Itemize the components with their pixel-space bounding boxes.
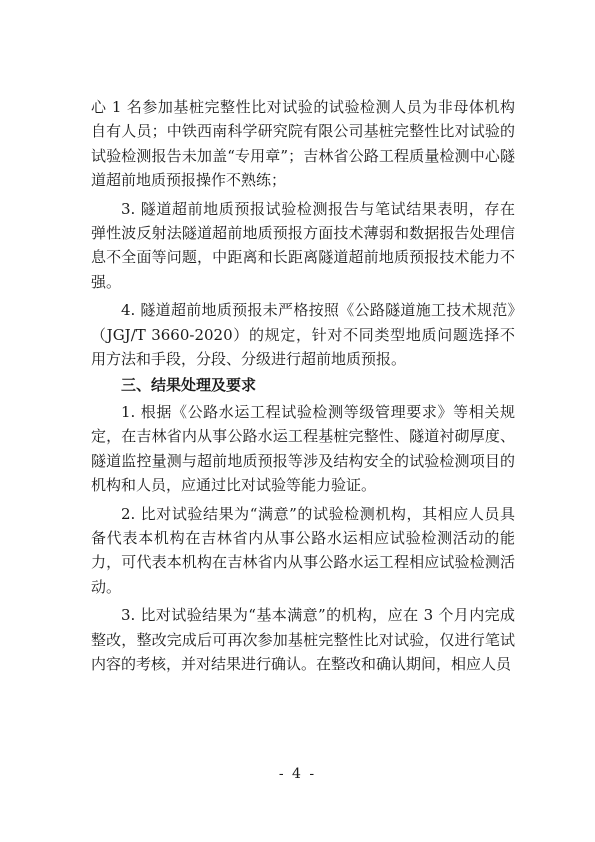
- paragraph-item-4: 4. 隧道超前地质预报未严格按照《公路隧道施工技术规范》（JGJ/T 3660-2020）的规定，针对不同类型地质问题选择不用方法和手段，分段、分级进行超前地质预报。: [91, 301, 515, 369]
- body-text: [91, 95, 515, 676]
- page-number: - 4 -: [278, 766, 317, 782]
- section-heading: 三、结果处理及要求: [121, 376, 257, 395]
- paragraph-item-3: 3. 隧道超前地质预报试验检测报告与笔试结果表明，存在弹性波反射法隧道超前地质预报方面技术薄弱和数据报告处理信息不全面等问题，中距离和长距离隧道超前地质预报技术能力不强。: [91, 199, 515, 291]
- section-paragraph-1: 1. 根据《公路水运工程试验检测等级管理要求》等相关规定，在吉林省内从事公路水运工程基桩完整性、隧道衬砌厚度、隧道监控量测与超前地质预报等涉及结构安全的试验检测项目的机构和人员，应通过比对试验等能力验证。: [91, 402, 515, 495]
- section-paragraph-2: 2. 比对试验结果为“满意”的试验检测机构，其相应人员具备代表本机构在吉林省内从事公路水运相应试验检测活动的能力，可代表本机构在吉林省内从事公路水运工程相应试验检测活动。: [91, 504, 515, 596]
- paragraph-continuation: 心 1 名参加基桩完整性比对试验的试验检测人员为非母体机构自有人员；中铁西南科学研究院有限公司基桩完整性比对试验的试验检测报告未加盖“专用章”；吉林省公路工程质量检测中心隧道超前地质预报操作不熟练；: [91, 98, 515, 190]
- section-paragraph-3: 3. 比对试验结果为“基本满意”的机构，应在 3 个月内完成整改，整改完成后可再次参加基桩完整性比对试验，仅进行笔试内容的考核，并对结果进行确认。在整改和确认期间，相应人员: [91, 606, 515, 673]
